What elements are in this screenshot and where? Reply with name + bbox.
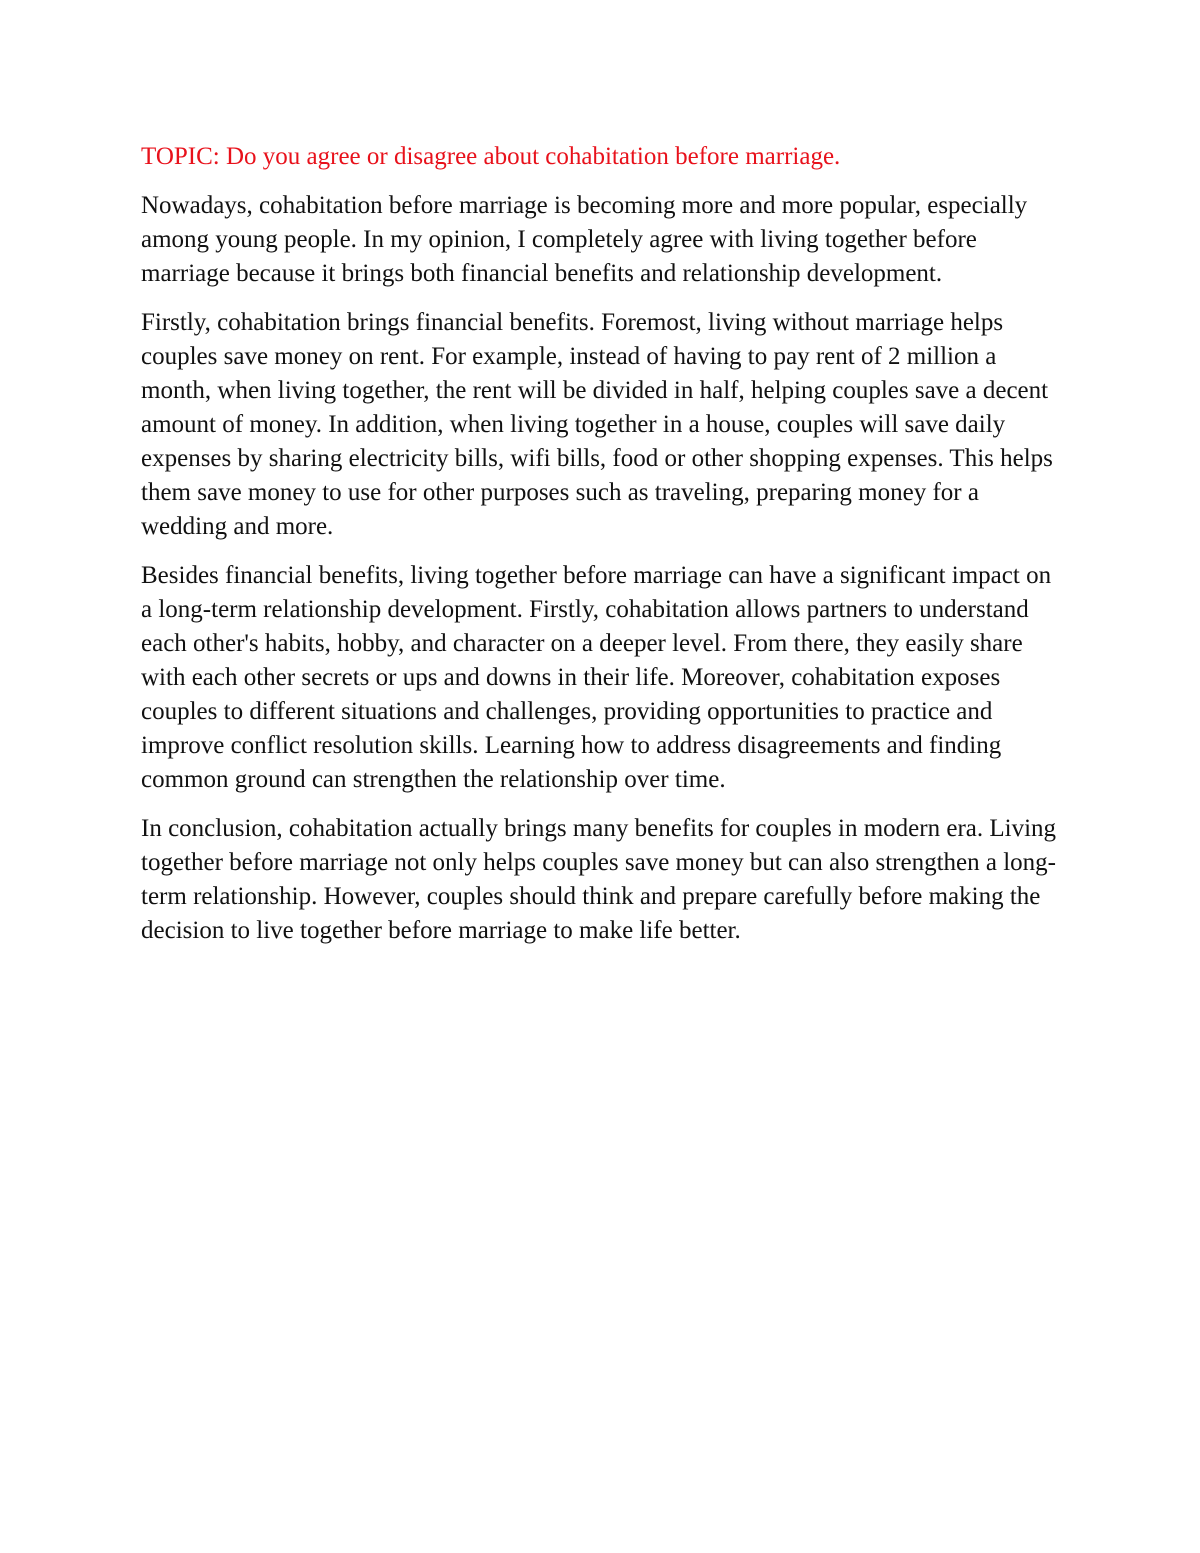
document-body: [141, 140, 1061, 963]
paragraph-conclusion: In conclusion, cohabitation actually brings many benefits for couples in modern era. Living together before marriage not only helps couples save money but can also strengthen a long-term relationship. However, couples should think and prepare carefully before making the decision to live together before marriage to make life better.: [141, 815, 1057, 944]
paragraph-relationship-development: Besides financial benefits, living together before marriage can have a significant impact on a long-term relationship development. Firstly, cohabitation allows partners to understand each other's habits, hobby, and character on a deeper level. From there, they easily share with each other secrets or ups and downs in their life. Moreover, cohabitation exposes couples to different situations and challenges, providing opportunities to practice and improve conflict resolution skills. Learning how to address disagreements and finding common ground can strengthen the relationship over time.: [141, 562, 1052, 793]
paragraph-introduction: Nowadays, cohabitation before marriage is becoming more and more popular, especially among young people. In my opinion, I completely agree with living together before marriage because it brings both financial benefits and relationship development.: [141, 192, 1028, 287]
paragraph-financial-benefits: Firstly, cohabitation brings financial benefits. Foremost, living without marriage helps couples save money on rent. For example, instead of having to pay rent of 2 million a month, when living together, the rent will be divided in half, helping couples save a decent amount of money. In addition, when living together in a house, couples will save daily expenses by sharing electricity bills, wifi bills, food or other shopping expenses. This helps them save money to use for other purposes such as traveling, preparing money for a wedding and more.: [141, 309, 1053, 540]
essay-topic: TOPIC: Do you agree or disagree about cohabitation before marriage.: [141, 143, 841, 170]
